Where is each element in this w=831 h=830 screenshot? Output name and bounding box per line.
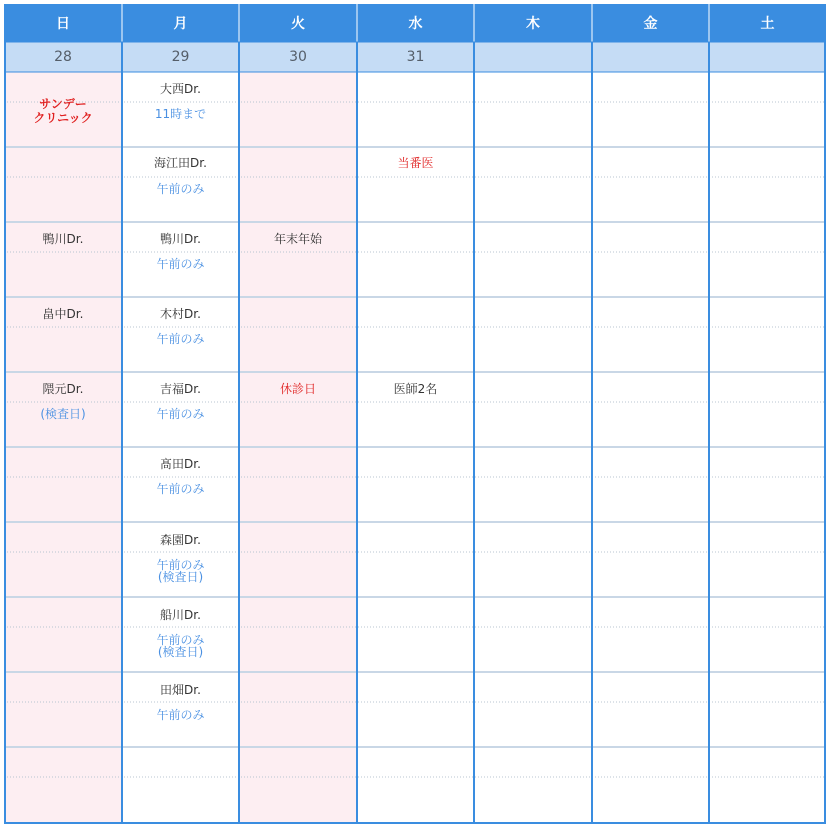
- doctor-name: 吉福Dr.: [160, 382, 201, 396]
- schedule-note: 午前のみ: [156, 708, 205, 722]
- schedule-note: (検査日): [157, 645, 204, 659]
- schedule-note: 午前のみ: [156, 558, 205, 572]
- day-number-thu: [474, 42, 592, 72]
- closed-day-label: 休診日: [279, 382, 316, 396]
- schedule-note: 11時まで: [154, 107, 207, 121]
- schedule-note: 午前のみ: [156, 633, 205, 647]
- doctor-name: 田畑Dr.: [160, 683, 201, 697]
- day-number-mon: 29: [171, 49, 190, 65]
- doctor-name: 森園Dr.: [160, 533, 201, 547]
- doctor-name: 大西Dr.: [160, 82, 201, 96]
- holiday-label: 年末年始: [273, 232, 322, 246]
- doctor-name: 畠中Dr.: [42, 307, 84, 321]
- weekday-header-mon: 月: [173, 16, 188, 32]
- calendar: [4, 4, 826, 824]
- doctor-name: 隈元Dr.: [42, 382, 84, 396]
- sunday-clinic-label: サンデー: [39, 97, 87, 111]
- schedule-note: 午前のみ: [156, 482, 205, 496]
- weekday-header-fri: 金: [643, 16, 658, 32]
- doctor-name: 鴨川Dr.: [160, 232, 201, 246]
- weekday-header-sun: 日: [56, 16, 70, 32]
- schedule-note: 午前のみ: [156, 407, 205, 421]
- doctor-name: 木村Dr.: [160, 307, 201, 321]
- schedule-note: (検査日): [40, 407, 86, 421]
- day-number-sun: 28: [54, 49, 72, 65]
- doctor-count-label: 医師2名: [393, 382, 438, 396]
- on-duty-label: 当番医: [397, 156, 434, 170]
- schedule-note: 午前のみ: [156, 257, 205, 271]
- schedule-note: 午前のみ: [156, 332, 205, 346]
- weekday-header-wed: 水: [408, 16, 423, 32]
- doctor-name: 髙田Dr.: [160, 457, 201, 471]
- day-number-sat: [709, 42, 826, 72]
- day-number-tue: 30: [289, 49, 307, 65]
- day-number-wed: 31: [406, 49, 425, 65]
- schedule-note: (検査日): [157, 570, 204, 584]
- weekday-header-tue: 火: [291, 16, 305, 32]
- doctor-name: 海江田Dr.: [154, 156, 207, 170]
- doctor-name: 鴨川Dr.: [42, 232, 84, 246]
- schedule-note: 午前のみ: [156, 182, 205, 196]
- sunday-clinic-label: クリニック: [33, 111, 93, 125]
- doctor-name: 船川Dr.: [160, 608, 201, 622]
- weekday-header-sat: 土: [760, 16, 775, 32]
- day-number-fri: [592, 42, 709, 72]
- weekday-header-thu: 木: [526, 16, 540, 32]
